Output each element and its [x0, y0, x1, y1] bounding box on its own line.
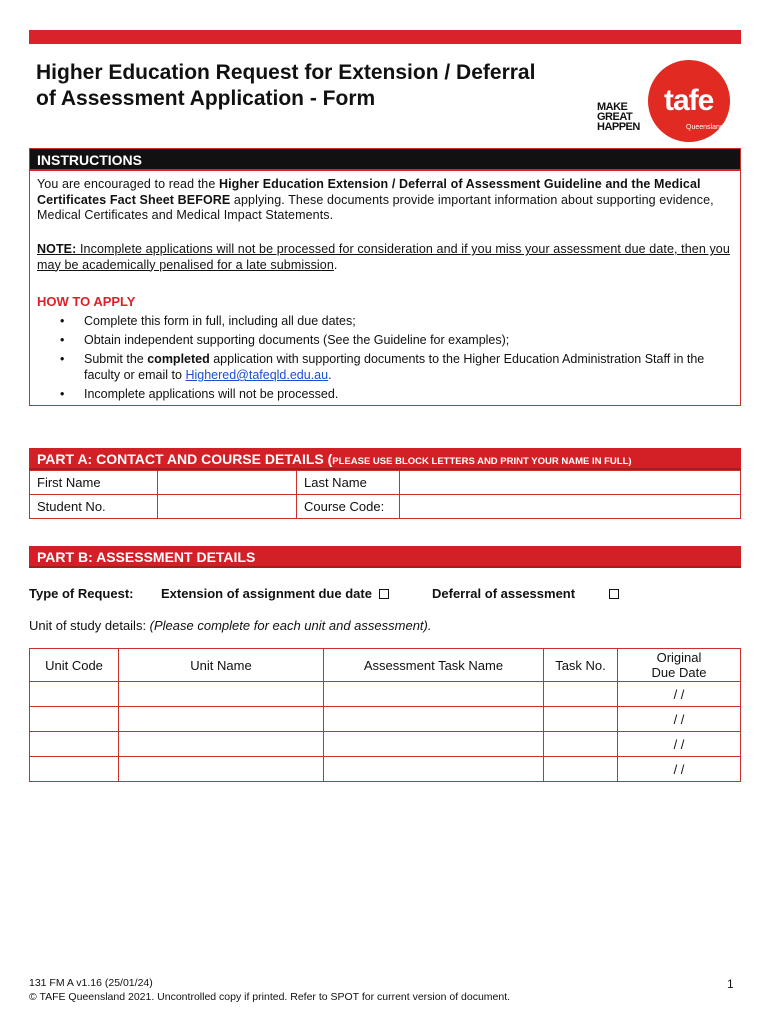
task-name-cell[interactable]	[324, 757, 544, 782]
intro-bold: Higher Education Extension / Deferral of Assessment Guideline and the Medical Certificates Fact Sheet BEFORE	[37, 177, 701, 207]
unit-code-cell[interactable]	[30, 707, 119, 732]
due-date-cell[interactable]: / /	[618, 682, 741, 707]
course-code-field[interactable]	[400, 495, 741, 519]
column-header: Unit Code	[30, 649, 119, 682]
logo-tagline-line3: HAPPEN	[597, 121, 640, 133]
deferral-checkbox[interactable]	[609, 589, 619, 599]
bullet3-post: application with supporting documents to the Higher Education Administration Staff in the faculty or email to	[84, 352, 705, 382]
table-row	[30, 495, 741, 519]
unit-code-cell[interactable]	[30, 757, 119, 782]
due-header-line2: Due Date	[651, 665, 707, 680]
column-header	[618, 649, 741, 682]
first-name-label: First Name	[30, 471, 158, 495]
unit-details-label	[29, 618, 431, 633]
task-name-cell[interactable]	[324, 707, 544, 732]
note-text: Incomplete applications will not be processed for consideration and if you miss your assessment due date, then you may be academically penalised for a late submission	[37, 242, 730, 272]
column-header: Task No.	[544, 649, 618, 682]
student-no-label: Student No.	[30, 495, 158, 519]
intro-post: applying. These documents provide important information about supporting evidence, Medical Certificates and Medical Impact Statements.	[37, 192, 714, 222]
copyright-notice: © TAFE Queensland 2021. Uncontrolled copy if printed. Refer to SPOT for current version of document.	[29, 991, 511, 1003]
list-item	[60, 351, 730, 383]
column-header: Unit Name	[119, 649, 324, 682]
bullet3-end: .	[328, 368, 332, 382]
deferral-option: Deferral of assessment	[432, 586, 576, 601]
table-row	[30, 471, 741, 495]
logo-region: Queensland	[686, 124, 724, 131]
bullet3-bold: completed	[147, 352, 210, 366]
task-no-cell[interactable]	[544, 757, 618, 782]
form-code: 131 FM A v1.16 (25/01/24)	[29, 977, 153, 989]
part-a-title: PART A: CONTACT AND COURSE DETAILS (	[37, 451, 333, 467]
column-header: Assessment Task Name	[324, 649, 544, 682]
due-header-line1: Original	[656, 650, 702, 665]
logo-tagline-line1: MAKE	[597, 101, 628, 113]
first-name-field[interactable]	[158, 471, 297, 495]
unit-name-cell[interactable]	[119, 757, 324, 782]
extension-option	[161, 586, 389, 601]
due-date-cell[interactable]: / /	[618, 732, 741, 757]
instructions-heading: INSTRUCTIONS	[30, 149, 740, 171]
table-row	[30, 732, 741, 757]
logo-tagline	[597, 102, 640, 132]
part-a-table	[29, 470, 741, 519]
intro-pre: You are encouraged to read the	[37, 177, 219, 191]
task-no-cell[interactable]	[544, 732, 618, 757]
table-header-row	[30, 649, 741, 682]
part-a-heading	[29, 448, 741, 470]
note-end: .	[333, 257, 338, 272]
part-a-subtitle: PLEASE USE BLOCK LETTERS AND PRINT YOUR NAME IN FULL)	[332, 456, 632, 467]
task-no-cell[interactable]	[544, 707, 618, 732]
due-date-cell[interactable]: / /	[618, 707, 741, 732]
page-title: Higher Education Request for Extension / Deferral of Assessment Application - Form	[36, 61, 536, 110]
request-type-label: Type of Request:	[29, 586, 134, 601]
table-row	[30, 757, 741, 782]
last-name-field[interactable]	[400, 471, 741, 495]
table-row	[30, 682, 741, 707]
extension-option-label: Extension of assignment due date	[161, 586, 372, 601]
task-no-cell[interactable]	[544, 682, 618, 707]
bullet3-pre: Submit the	[84, 352, 148, 366]
top-accent-bar	[29, 30, 741, 44]
task-name-cell[interactable]	[324, 732, 544, 757]
list-item: • Obtain independent supporting documents (See the Guideline for examples);	[60, 332, 730, 348]
how-to-apply-heading: HOW TO APPLY	[37, 294, 136, 309]
logo-brand: tafe	[664, 84, 714, 117]
task-name-cell[interactable]	[324, 682, 544, 707]
last-name-label: Last Name	[297, 471, 400, 495]
course-code-label: Course Code:	[297, 495, 400, 519]
email-link[interactable]: Highered@tafeqld.edu.au	[185, 368, 329, 382]
unit-code-cell[interactable]	[30, 682, 119, 707]
unit-name-cell[interactable]	[119, 732, 324, 757]
note-label: NOTE:	[37, 242, 77, 256]
unit-name-cell[interactable]	[119, 707, 324, 732]
unit-details-italic: (Please complete for each unit and assessment).	[149, 618, 432, 633]
unit-name-cell[interactable]	[119, 682, 324, 707]
instructions-box	[29, 148, 741, 406]
how-to-apply-list	[60, 313, 730, 405]
logo-tagline-line2: GREAT	[597, 111, 633, 123]
unit-details-table	[29, 648, 741, 782]
page-number: 1	[727, 977, 734, 991]
unit-code-cell[interactable]	[30, 732, 119, 757]
extension-checkbox[interactable]	[379, 589, 389, 599]
instructions-note	[37, 242, 733, 273]
student-no-field[interactable]	[158, 495, 297, 519]
table-row	[30, 707, 741, 732]
list-item: • Incomplete applications will not be processed.	[60, 386, 730, 402]
due-date-cell[interactable]: / /	[618, 757, 741, 782]
unit-details-pre: Unit of study details:	[29, 618, 150, 633]
part-b-heading: PART B: ASSESSMENT DETAILS	[29, 546, 741, 568]
list-item: • Complete this form in full, including all due dates;	[60, 313, 730, 329]
instructions-intro	[37, 177, 733, 224]
